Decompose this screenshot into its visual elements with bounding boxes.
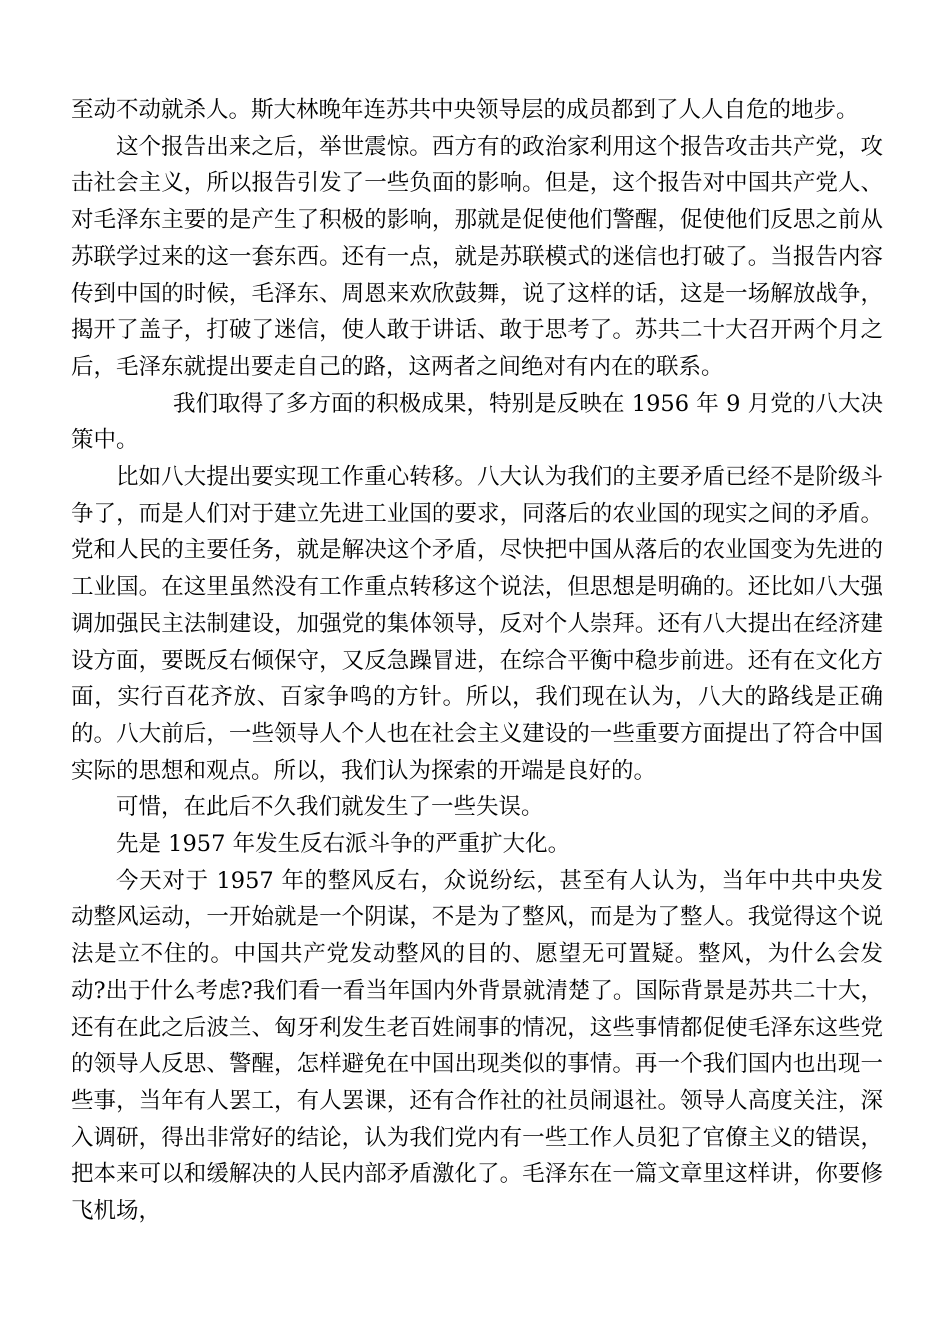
paragraph-4: 比如八大提出要实现工作重心转移。八大认为我们的主要矛盾已经不是阶级斗争了，而是人们对于建立先进工业国的要求，同落后的农业国的现实之间的矛盾。党和人民的主要任务，就是解决这个矛盾，尽快把中国从落后的农业国变为先进的工业国。在这里虽然没有工作重点转移这个说法，但思想是明确的。还比如八大强调加强民主法制建设，加强党的集体领导，反对个人崇拜。还有八大提出在经济建设方面，要既反右倾保守，又反急躁冒进，在综合平衡中稳步前进。还有在文化方面，实行百花齐放、百家争鸣的方针。所以，我们现在认为，八大的路线是正确的。八大前后，一些领导人个人也在社会主义建设的一些重要方面提出了符合中国实际的思想和观点。所以，我们认为探索的开端是良好的。 xyxy=(71,464,883,784)
paragraph-5: 可惜，在此后不久我们就发生了一些失误。 xyxy=(116,794,544,821)
paragraph-6: 先是 1957 年发生反右派斗争的严重扩大化。 xyxy=(116,831,571,858)
paragraph-7: 今天对于 1957 年的整风反右，众说纷纭，甚至有人认为，当年中共中央发动整风运动，一开始就是一个阴谋，不是为了整风，而是为了整人。我觉得这个说法是立不住的。中国共产党发动整风的目的、愿望无可置疑。整风，为什么会发动?出于什么考虑?我们看一看当年国内外背景就清楚了。国际背景是苏共二十大，还有在此之后波兰、匈牙利发生老百姓闹事的情况，这些事情都促使毛泽东这些党的领导人反思、警醒，怎样避免在中国出现类似的事情。再一个我们国内也出现一些事，当年有人罢工，有人罢课，还有合作社的社员闹退社。领导人高度关注，深入调研，得出非常好的结论，认为我们党内有一些工作人员犯了官僚主义的错误，把本来可以和缓解决的人民内部矛盾激化了。毛泽东在一篇文章里这样讲，你要修飞机场， xyxy=(71,867,883,1225)
document-body xyxy=(71,92,883,1230)
paragraph-2: 这个报告出来之后，举世震惊。西方有的政治家利用这个报告攻击共产党，攻击社会主义，所以报告引发了一些负面的影响。但是，这个报告对中国共产党人、对毛泽东主要的是产生了积极的影响，那就是促使他们警醒，促使他们反思之前从苏联学过来的这一套东西。还有一点，就是苏联模式的迷信也打破了。当报告内容传到中国的时候，毛泽东、周恩来欢欣鼓舞，说了这样的话，这是一场解放战争，揭开了盖子，打破了迷信，使人敢于讲话、敢于思考了。苏共二十大召开两个月之后，毛泽东就提出要走自己的路，这两者之间绝对有内在的联系。 xyxy=(71,133,883,380)
paragraph-1: 至动不动就杀人。斯大林晚年连苏共中央领导层的成员都到了人人自危的地步。 xyxy=(71,97,859,123)
paragraph-3: 我们取得了多方面的积极成果，特别是反映在 1956 年 9 月党的八大决策中。 xyxy=(71,390,883,454)
